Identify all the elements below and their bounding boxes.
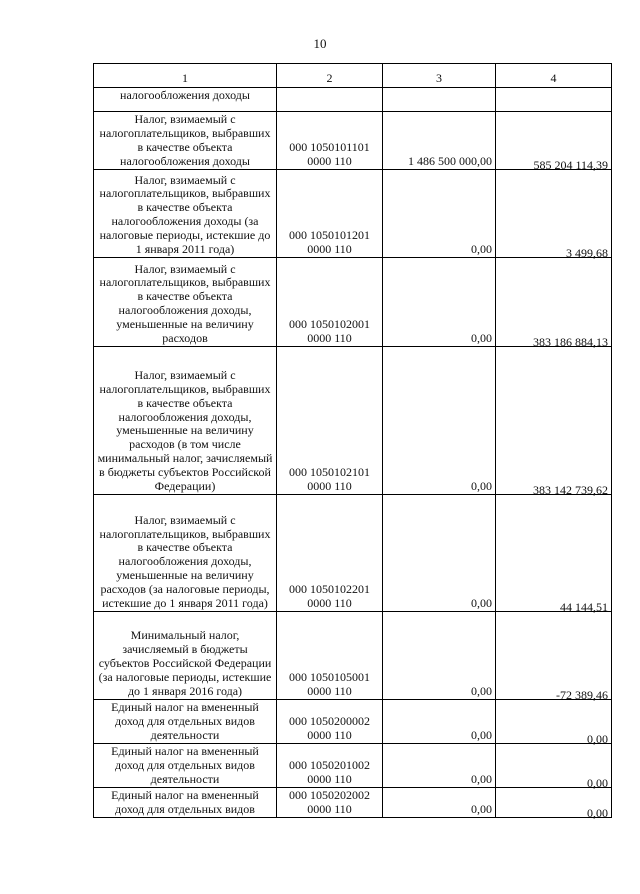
page-number: 10: [313, 36, 327, 51]
table-row: [94, 347, 612, 495]
header-col-4: 4: [496, 64, 612, 88]
row-name: Налог, взимаемый с налогоплательщиков, выбравших в качестве объекта налогообложения доходы, уменьшенные на величину расходов (за налоговые периоды, истекшие до 1 января 2011 года): [94, 495, 277, 612]
row-name: Налог, взимаемый с налогоплательщиков, выбравших в качестве объекта налогообложения доходы: [94, 112, 277, 170]
row-plan: 0,00: [383, 788, 496, 818]
row-code: 000 1050102101 0000 110: [277, 347, 383, 495]
row-plan: 0,00: [383, 347, 496, 495]
row-fact: 0,00: [496, 700, 612, 744]
row-fact: 3 499,68: [496, 170, 612, 258]
empty-cell: [496, 88, 612, 112]
row-code: 000 1050200002 0000 110: [277, 700, 383, 744]
header-col-2: 2: [277, 64, 383, 88]
row-code: 000 1050101201 0000 110: [277, 170, 383, 258]
row-name: Налог, взимаемый с налогоплательщиков, выбравших в качестве объекта налогообложения доходы (за налоговые периоды, истекшие до 1 января 2011 года): [94, 170, 277, 258]
row-fact: 0,00: [496, 788, 612, 818]
row-fact: 585 204 114,39: [496, 112, 612, 170]
table-row: [94, 495, 612, 612]
continuation-row: [94, 88, 612, 112]
empty-cell: [277, 88, 383, 112]
table-row: [94, 788, 612, 818]
row-name: Налог, взимаемый с налогоплательщиков, выбравших в качестве объекта налогообложения доходы, уменьшенные на величину расходов (в том числе минимальный налог, зачисляемый в бюджеты субъектов Российской Федерации): [94, 347, 277, 495]
continuation-text: налогообложения доходы: [94, 88, 277, 112]
header-col-1: 1: [94, 64, 277, 88]
table-row: [94, 744, 612, 788]
row-code: 000 1050102001 0000 110: [277, 258, 383, 347]
table-row: [94, 112, 612, 170]
budget-table: [93, 63, 612, 821]
row-plan: 0,00: [383, 612, 496, 700]
row-plan: 0,00: [383, 170, 496, 258]
row-code: 000 1050102201 0000 110: [277, 495, 383, 612]
row-code: 000 1050202002 0000 110: [277, 788, 383, 818]
header-row: [94, 64, 612, 88]
row-plan: 0,00: [383, 495, 496, 612]
row-name: Единый налог на вмененный доход для отдельных видов деятельности: [94, 700, 277, 744]
row-plan: 0,00: [383, 744, 496, 788]
row-fact: 383 186 884,13: [496, 258, 612, 347]
row-name: Единый налог на вмененный доход для отдельных видов деятельности: [94, 744, 277, 788]
empty-cell: [383, 88, 496, 112]
row-fact: 0,00: [496, 744, 612, 788]
row-name: Налог, взимаемый с налогоплательщиков, выбравших в качестве объекта налогообложения доходы, уменьшенные на величину расходов: [94, 258, 277, 347]
row-name: Единый налог на вмененный доход для отдельных видов: [94, 788, 277, 818]
row-plan: 0,00: [383, 258, 496, 347]
row-code: 000 1050101101 0000 110: [277, 112, 383, 170]
row-code: 000 1050201002 0000 110: [277, 744, 383, 788]
header-col-3: 3: [383, 64, 496, 88]
table-row: [94, 258, 612, 347]
row-plan: 0,00: [383, 700, 496, 744]
table-row: [94, 700, 612, 744]
table-row: [94, 170, 612, 258]
row-fact: 383 142 739,62: [496, 347, 612, 495]
row-plan: 1 486 500 000,00: [383, 112, 496, 170]
table-row: [94, 612, 612, 700]
row-fact: 44 144,51: [496, 495, 612, 612]
row-name: Минимальный налог, зачисляемый в бюджеты субъектов Российской Федерации (за налоговые периоды, истекшие до 1 января 2016 года): [94, 612, 277, 700]
row-code: 000 1050105001 0000 110: [277, 612, 383, 700]
row-fact: -72 389,46: [496, 612, 612, 700]
